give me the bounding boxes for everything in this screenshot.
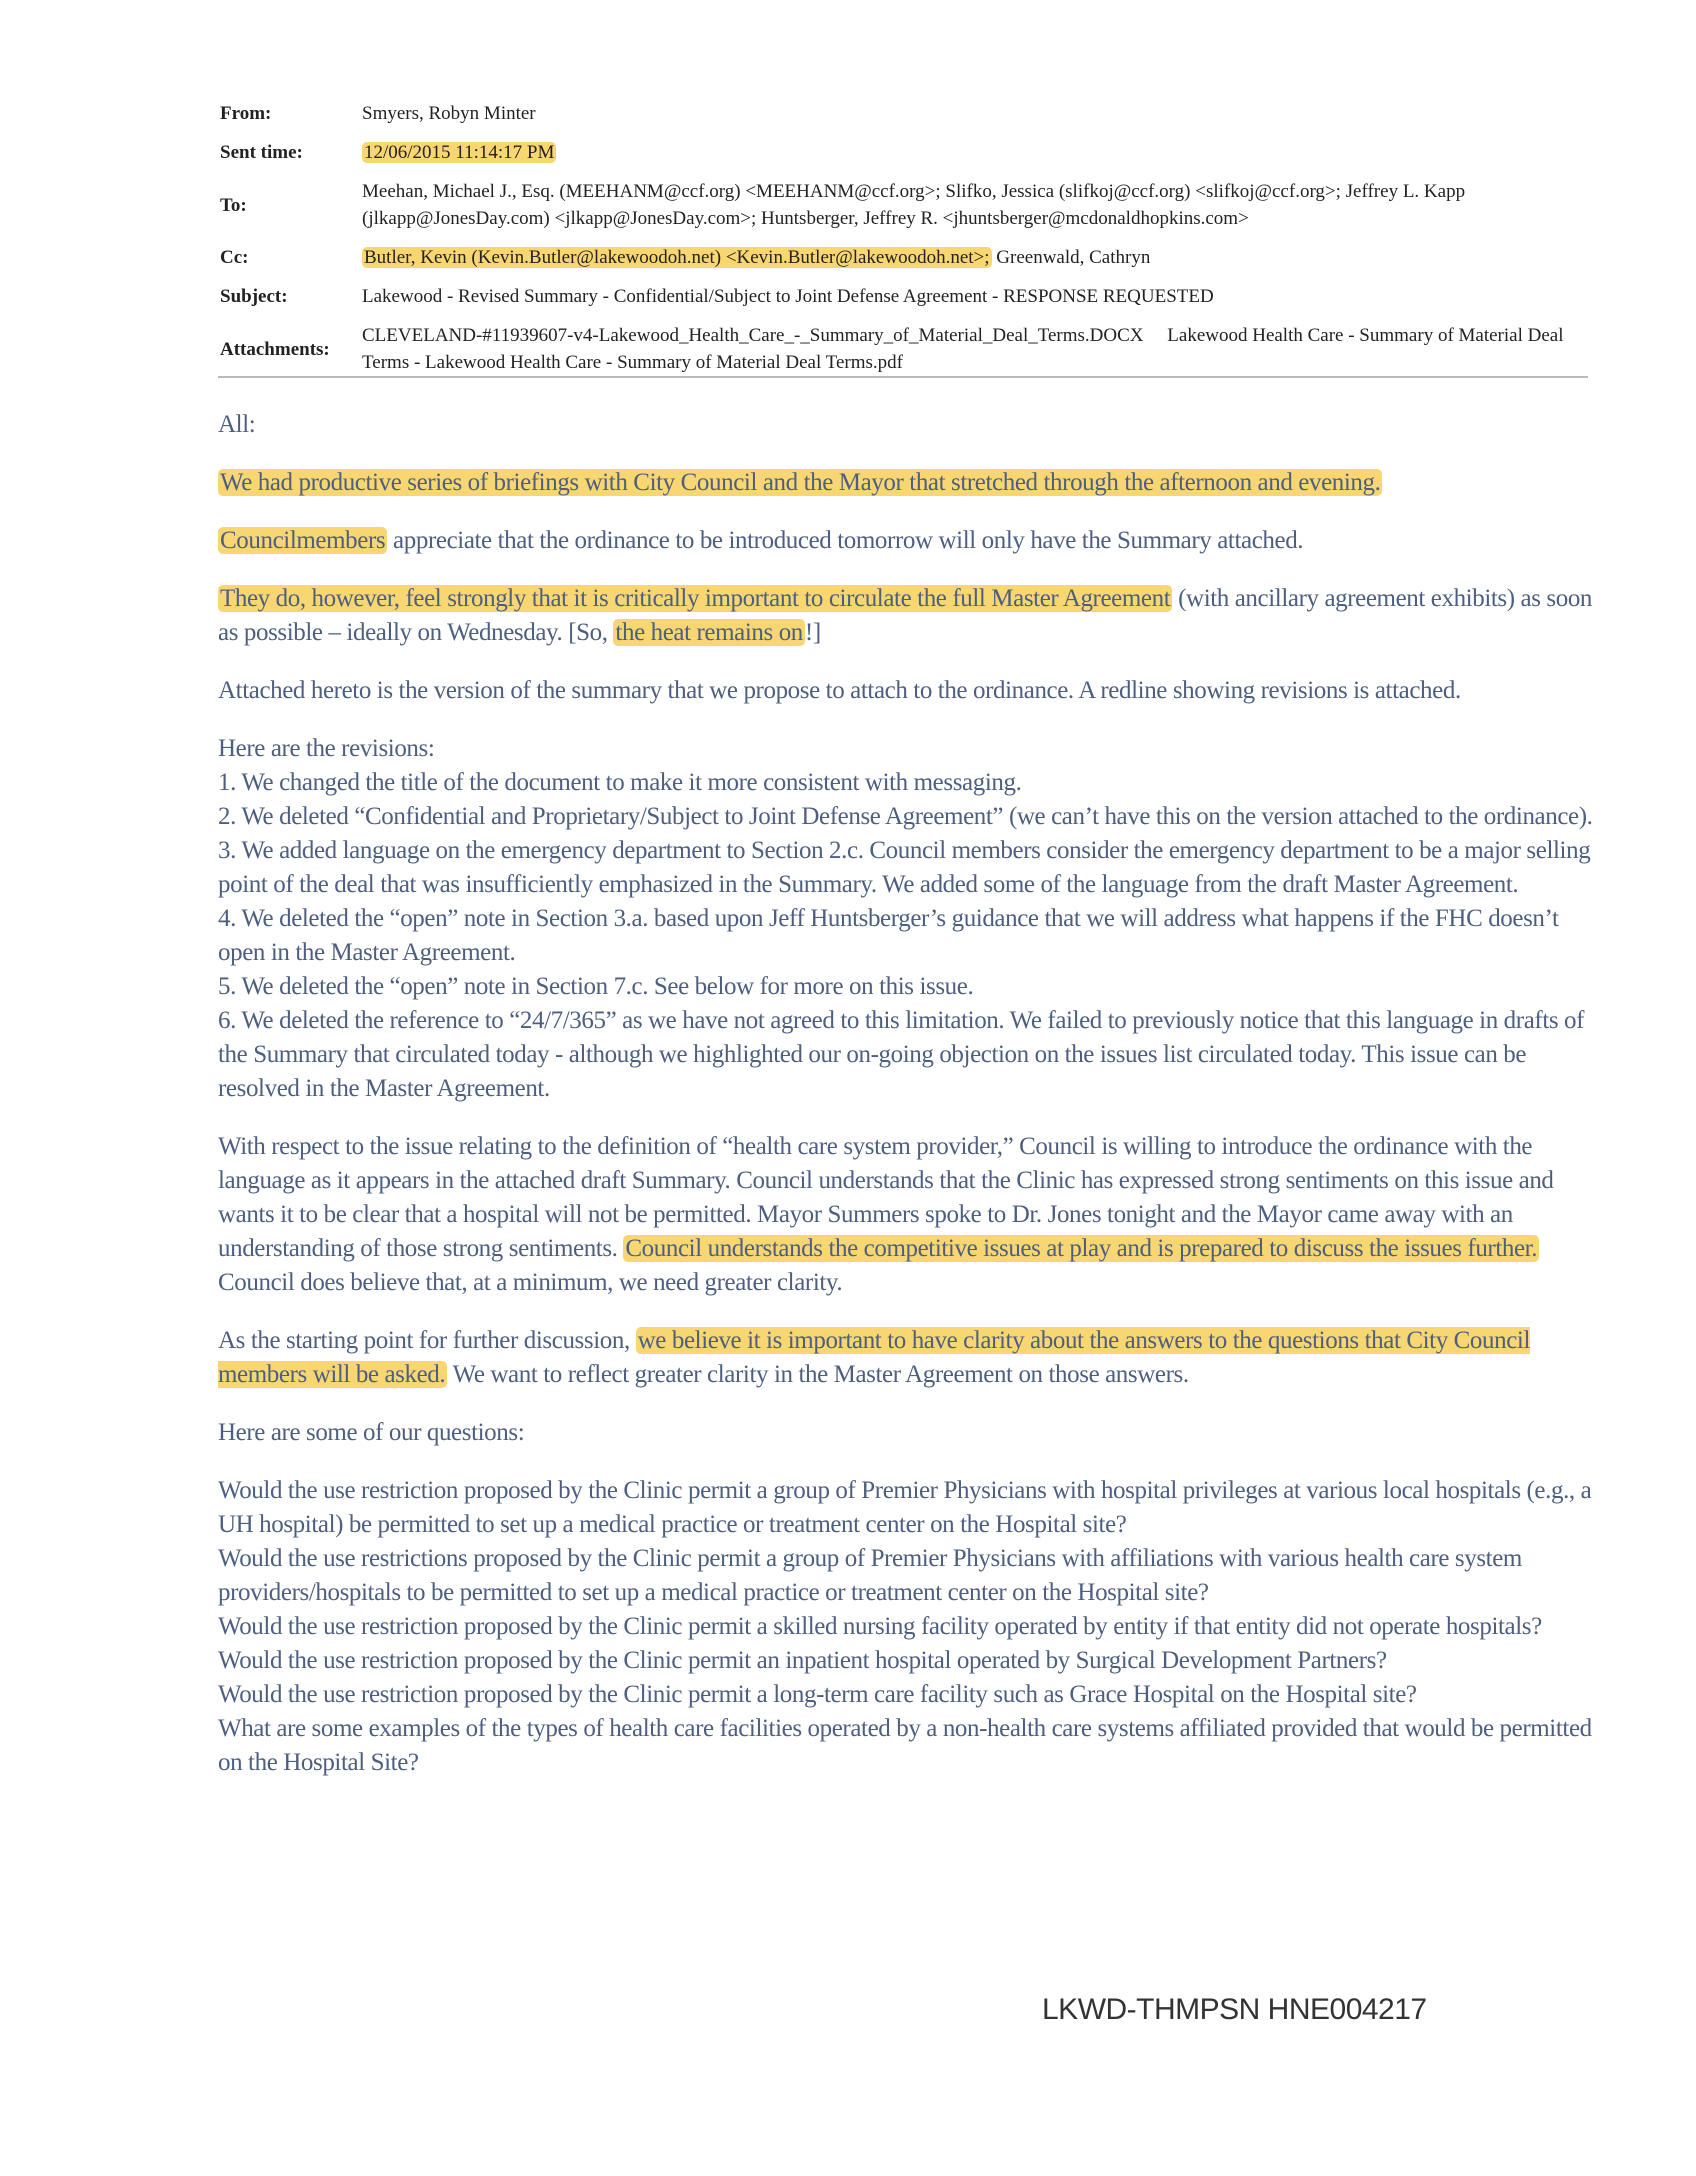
- body-paragraph: [218, 524, 1593, 558]
- body-paragraph: [218, 582, 1593, 650]
- text-segment: Would the use restriction proposed by the Clinic permit a group of Premier Physicians with hospital privileges at various local hospitals (e.g., a UH hospital) be permitted to set up a medical practice or treatment center on the Hospital site?: [218, 1477, 1592, 1538]
- subject-value: Lakewood - Revised Summary - Confidential/Subject to Joint Defense Agreement - RESPONSE REQUESTED: [362, 286, 1214, 307]
- body-paragraph: [218, 1130, 1593, 1300]
- body-paragraph: [218, 1324, 1593, 1392]
- body-paragraph: [218, 1712, 1593, 1780]
- cc-highlighted: Butler, Kevin (Kevin.Butler@lakewoodoh.net) <Kevin.Butler@lakewoodoh.net>;: [364, 247, 990, 268]
- text-segment: Would the use restrictions proposed by the Clinic permit a group of Premier Physicians with affiliations with various health care system providers/hospitals to be permitted to set up a medical practice or treatment center on the Hospital site?: [218, 1545, 1522, 1606]
- body-paragraph: [218, 1004, 1593, 1106]
- text-segment: 4. We deleted the “open” note in Section 3.a. based upon Jeff Huntsberger’s guidance that we will address what happens if the FHC doesn’t open in the Master Agreement.: [218, 905, 1559, 966]
- body-paragraph: [218, 1542, 1593, 1610]
- text-segment: Here are the revisions:: [218, 735, 435, 762]
- highlighted-text: we believe it is important to have clarity about the answers to the questions that City Council members will be asked.: [218, 1327, 1531, 1388]
- body-paragraph: [218, 1610, 1593, 1644]
- text-segment: With respect to the issue relating to the definition of “health care system provider,” Council is willing to introduce the ordinance with the language as it appears in the attached draft Summary. Council understands that the Clinic has expressed strong sentiments on this issue and wants it to be clear that a hospital will not be permitted. Mayor Summers spoke to Dr. Jones tonight and the Mayor came away with an understanding of those strong sentiments.: [218, 1133, 1554, 1262]
- text-segment: Would the use restriction proposed by the Clinic permit an inpatient hospital operated by Surgical Development Partners?: [218, 1647, 1387, 1674]
- bates-stamp: LKWD-THMPSN HNE004217: [1042, 1993, 1427, 2026]
- to-row: [220, 178, 1590, 232]
- attachments-row: [220, 322, 1590, 376]
- text-segment: As the starting point for further discussion,: [218, 1327, 636, 1354]
- body-paragraph: [218, 834, 1593, 902]
- sent-label: Sent time:: [220, 142, 303, 163]
- text-segment: (with ancillary agreement exhibits) as soon as possible – ideally on Wednesday. [So,: [218, 585, 1593, 646]
- text-segment: appreciate that the ordinance to be introduced tomorrow will only have the Summary attached.: [387, 527, 1304, 554]
- header-divider: [218, 376, 1588, 378]
- subject-row: [220, 283, 1590, 310]
- from-row: [220, 100, 1590, 127]
- body-paragraph: [218, 732, 1593, 766]
- body-paragraph: [218, 674, 1593, 708]
- text-segment: 2. We deleted “Confidential and Proprietary/Subject to Joint Defense Agreement” (we can’t have this on the version attached to the ordinance).: [218, 803, 1593, 830]
- to-label: To:: [220, 194, 247, 216]
- attachments-value: CLEVELAND-#11939607-v4-Lakewood_Health_Care_-_Summary_of_Material_Deal_Terms.DOCX Lakewood Health Care - Summary of Material Deal Terms - Lakewood Health Care - Summary of Material Deal Terms.pdf: [362, 325, 1568, 373]
- cc-label: Cc:: [220, 247, 249, 268]
- body-paragraph: [218, 1644, 1593, 1678]
- email-body: [218, 408, 1593, 1780]
- subject-label: Subject:: [220, 286, 288, 307]
- to-value: Meehan, Michael J., Esq. (MEEHANM@ccf.org) <MEEHANM@ccf.org>; Slifko, Jessica (slifkoj@ccf.org) <slifkoj@ccf.org>; Jeffrey L. Kapp (jlkapp@JonesDay.com) <jlkapp@JonesDay.com>; Huntsberger, Jeffrey R. <jhuntsberger@mcdonaldhopkins.com>: [362, 181, 1466, 229]
- text-segment: !]: [804, 619, 821, 646]
- highlighted-text: We had productive series of briefings with City Council and the Mayor that stretched through the afternoon and evening.: [220, 469, 1381, 496]
- body-paragraph: [218, 766, 1593, 800]
- body-paragraph: [218, 800, 1593, 834]
- text-segment: All:: [218, 411, 256, 438]
- text-segment: 5. We deleted the “open” note in Section 7.c. See below for more on this issue.: [218, 973, 974, 1000]
- body-paragraph: [218, 408, 1593, 442]
- text-segment: Would the use restriction proposed by the Clinic permit a long-term care facility such as Grace Hospital on the Hospital site?: [218, 1681, 1417, 1708]
- highlighted-text: Council understands the competitive issues at play and is prepared to discuss the issues further.: [625, 1235, 1538, 1262]
- text-segment: 6. We deleted the reference to “24/7/365” as we have not agreed to this limitation. We failed to previously notice that this language in drafts of the Summary that circulated today - although we highlighted our on-going objection on the issues list circulated today. This issue can be resolved in the Master Agreement.: [218, 1007, 1585, 1102]
- sent-row: [220, 139, 1590, 166]
- highlighted-text: They do, however, feel strongly that it is critically important to circulate the full Master Agreement: [220, 585, 1171, 612]
- cc-row: [220, 244, 1590, 271]
- body-paragraph: [218, 970, 1593, 1004]
- from-value: Smyers, Robyn Minter: [362, 103, 536, 124]
- body-paragraph: [218, 1416, 1593, 1450]
- text-segment: Council does believe that, at a minimum, we need greater clarity.: [218, 1269, 843, 1296]
- text-segment: Attached hereto is the version of the summary that we propose to attach to the ordinance. A redline showing revisions is attached.: [218, 677, 1461, 704]
- highlighted-text: Councilmembers: [220, 527, 386, 554]
- text-segment: Here are some of our questions:: [218, 1419, 525, 1446]
- body-paragraph: [218, 1678, 1593, 1712]
- body-paragraph: [218, 1474, 1593, 1542]
- cc-rest: Greenwald, Cathryn: [991, 247, 1151, 268]
- attachments-label: Attachments:: [220, 338, 330, 360]
- text-segment: 3. We added language on the emergency department to Section 2.c. Council members consider the emergency department to be a major selling point of the deal that was insufficiently emphasized in the Summary. We added some of the language from the draft Master Agreement.: [218, 837, 1591, 898]
- text-segment: 1. We changed the title of the document to make it more consistent with messaging.: [218, 769, 1022, 796]
- sent-value: 12/06/2015 11:14:17 PM: [364, 142, 555, 163]
- body-paragraph: [218, 902, 1593, 970]
- text-segment: We want to reflect greater clarity in the Master Agreement on those answers.: [447, 1361, 1189, 1388]
- from-label: From:: [220, 103, 272, 124]
- highlighted-text: the heat remains on: [615, 619, 803, 646]
- text-segment: Would the use restriction proposed by the Clinic permit a skilled nursing facility operated by entity if that entity did not operate hospitals?: [218, 1613, 1542, 1640]
- body-paragraph: [218, 466, 1593, 500]
- text-segment: What are some examples of the types of health care facilities operated by a non-health care systems affiliated provided that would be permitted on the Hospital Site?: [218, 1715, 1592, 1776]
- email-header: [220, 100, 1590, 388]
